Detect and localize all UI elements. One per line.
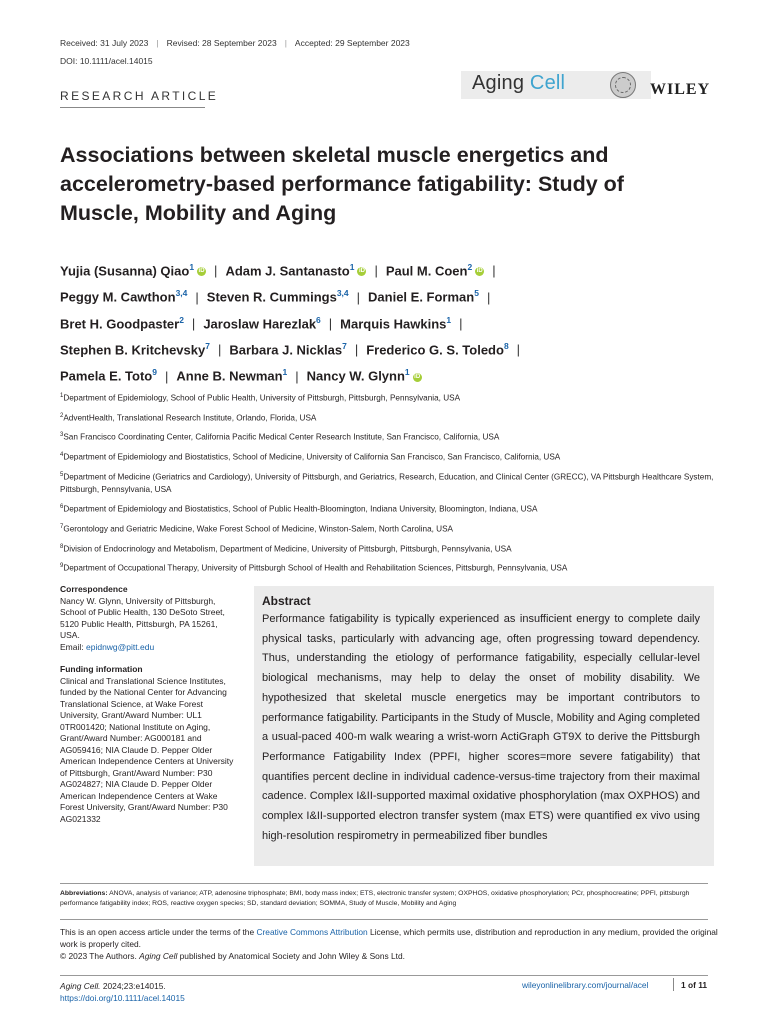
author-affiliation-ref: 2 bbox=[179, 314, 184, 325]
abstract-heading: Abstract bbox=[262, 594, 311, 608]
copyright-pre: © 2023 The Authors. bbox=[60, 951, 137, 961]
author-separator: | bbox=[516, 342, 521, 358]
journal-logo-cell: Cell bbox=[529, 72, 566, 94]
article-type-rule bbox=[60, 107, 205, 108]
author-name: Marquis Hawkins bbox=[340, 315, 447, 331]
footer-site-link[interactable]: wileyonlinelibrary.com/journal/acel bbox=[522, 980, 649, 990]
abbreviations-text: ANOVA, analysis of variance; ATP, adenosine triphosphate; BMI, body mass index; ETS, electronic transfer system; OXPHOS, oxidative phosphorylation; PCr, phosphocreatine; PPFI, pittsburgh performance fatigability index; ROS, reactive oxygen species; SD, standard deviation; SOMMA, Study of Muscle, Mobility and Aging bbox=[60, 890, 690, 907]
author-name: Pamela E. Toto bbox=[60, 368, 153, 384]
affiliation-text: San Francisco Coordinating Center, California Pacific Medical Center Research Institute, San Francisco, California, USA bbox=[63, 433, 500, 443]
author-separator: | bbox=[214, 263, 218, 279]
abbreviations bbox=[60, 889, 708, 909]
author-separator: | bbox=[459, 315, 463, 331]
author-name: Frederico G. S. Toledo bbox=[366, 342, 504, 358]
society-seal-inner bbox=[615, 77, 631, 93]
received-date: Received: 31 July 2023 bbox=[60, 38, 149, 48]
affiliation bbox=[60, 449, 720, 464]
spacer bbox=[60, 653, 235, 664]
affiliation bbox=[60, 429, 720, 444]
author-separator: | bbox=[486, 289, 491, 305]
journal-logo bbox=[472, 72, 565, 95]
license-post: License, which permits use, distribution and reproduction in any medium, provided the original work is properly cited. bbox=[60, 927, 718, 949]
orcid-icon[interactable]: iD bbox=[476, 268, 483, 275]
affiliation-number: 9 bbox=[60, 563, 64, 570]
author-separator: | bbox=[328, 315, 333, 331]
author-line bbox=[60, 361, 700, 387]
orcid-icon[interactable]: iD bbox=[414, 373, 421, 380]
author-name: Anne B. Newman bbox=[176, 368, 283, 384]
affiliation-number: 4 bbox=[60, 452, 64, 459]
copyright-post: published by Anatomical Society and John Wiley & Sons Ltd. bbox=[179, 951, 405, 961]
author-separator: | bbox=[191, 315, 196, 331]
affiliation-text: Department of Medicine (Geriatrics and Cardiology), University of Pittsburgh, and Geriatrics, Research, Education, and Clinical Center (GRECC), VA Pittsburgh Healthcare System, Pittsburgh, Pennsylvania, USA bbox=[60, 472, 714, 495]
correspondence-heading: Correspondence bbox=[60, 584, 128, 594]
email-link[interactable]: epidnwg@pitt.edu bbox=[86, 641, 155, 652]
article-dates bbox=[60, 38, 410, 48]
author-name: Stephen B. Kritchevsky bbox=[60, 342, 206, 358]
affiliation-list bbox=[60, 390, 720, 580]
author-affiliation-ref: 1 bbox=[189, 262, 195, 272]
copyright-journal: Aging Cell bbox=[139, 951, 178, 961]
divider bbox=[60, 883, 708, 884]
footer-journal: Aging Cell. bbox=[60, 981, 101, 991]
author-affiliation-ref: 8 bbox=[503, 340, 509, 351]
author-affiliation-ref: 1 bbox=[446, 314, 452, 325]
author-affiliation-ref: 7 bbox=[342, 340, 347, 351]
author-line bbox=[60, 256, 700, 282]
affiliation-text: Department of Epidemiology and Biostatistics, School of Public Health-Bloomington, Indiana University, Bloomington, Indiana, USA bbox=[63, 504, 538, 514]
affiliation bbox=[60, 521, 720, 536]
footer-doi-link[interactable]: https://doi.org/10.1111/acel.14015 bbox=[60, 993, 185, 1003]
author-affiliation-ref: 3,4 bbox=[175, 288, 188, 299]
author-name: Adam J. Santanasto bbox=[225, 263, 350, 279]
doi: DOI: 10.1111/acel.14015 bbox=[60, 56, 153, 66]
author-affiliation-ref: 9 bbox=[152, 367, 157, 378]
affiliation-number: 1 bbox=[60, 393, 64, 399]
author-name: Bret H. Goodpaster bbox=[60, 315, 180, 331]
author-affiliation-ref: 7 bbox=[205, 340, 210, 351]
affiliation bbox=[60, 541, 720, 556]
author-affiliation-ref: 2 bbox=[467, 262, 473, 272]
affiliation-number: 6 bbox=[60, 504, 64, 511]
author-name: Nancy W. Glynn bbox=[306, 368, 405, 384]
footer-citation bbox=[60, 980, 185, 1004]
revised-date: Revised: 28 September 2023 bbox=[166, 38, 277, 48]
funding-text: Clinical and Translational Science Institutes, funded by the National Center for Advancing Translational Science, at Wake Forest University, Grant/Award Number: UL1 0TR001420; National Institute on Aging, Grant/Award Number: AG000181 and AG059416; NIA Claude D. Pepper Older American Independence Centers at University of Pittsburgh, Grant/Award Number: P30 AG024827; NIA Claude D. Pepper Older American Independence Centers at Wake Forest University, Grant/Award Number: P30 AG021332 bbox=[60, 675, 234, 824]
author-separator: | bbox=[164, 368, 169, 384]
affiliation-text: Department of Epidemiology and Biostatistics, School of Medicine, University of California San Francisco, San Francisco, California, USA bbox=[63, 452, 561, 462]
author-name: Jaroslaw Harezlak bbox=[203, 315, 317, 331]
author-line bbox=[60, 282, 700, 308]
affiliation bbox=[60, 410, 720, 425]
affiliation-text: Department of Epidemiology, School of Public Health, University of Pittsburgh, Pittsburgh, Pennsylvania, USA bbox=[63, 393, 461, 403]
affiliation-number: 2 bbox=[60, 412, 64, 419]
author-separator: | bbox=[195, 289, 199, 305]
author-separator: | bbox=[356, 289, 361, 305]
divider bbox=[60, 919, 708, 920]
author-separator: | bbox=[217, 342, 222, 358]
affiliation bbox=[60, 501, 720, 516]
date-separator: | bbox=[284, 38, 287, 48]
divider bbox=[60, 975, 708, 976]
author-name: Peggy M. Cawthon bbox=[60, 289, 176, 305]
sidebar bbox=[60, 584, 235, 825]
date-separator: | bbox=[156, 38, 159, 48]
abbreviations-label: Abbreviations: bbox=[60, 890, 108, 897]
affiliation-number: 7 bbox=[60, 523, 64, 530]
orcid-icon[interactable]: iD bbox=[358, 268, 365, 275]
license-pre: This is an open access article under the terms of the bbox=[60, 927, 255, 937]
author-separator: | bbox=[295, 368, 299, 384]
author-affiliation-ref: 6 bbox=[316, 314, 321, 325]
email-label: Email: bbox=[60, 641, 84, 652]
affiliation-number: 5 bbox=[60, 471, 64, 478]
affiliation bbox=[60, 469, 720, 497]
affiliation-text: AdventHealth, Translational Research Institute, Orlando, Florida, USA bbox=[63, 413, 317, 423]
abstract-text: Performance fatigability is typically experienced as insufficient energy to complete daily physical tasks, particularly with advancing age, often progressing toward dependency. Thus, understanding the etiology of performance fatigability, especially cellular-level biological mechanisms, may help to delay the onset of mobility disability. We hypothesized that skeletal muscle energetics may be important contributors to performance fatigability. Participants in the Study of Muscle, Mobility and Aging completed a usual-paced 400-m walk wearing a wrist-worn ActiGraph GT9X to derive the Pittsburgh Performance Fatigability Index (PPFI, higher scores=more severe fatigability) that quantifies percent decline in individual cadence-versus-time trajectory from their maximal cadence. Complex I&II-supported maximal oxidative phosphorylation (max OXPHOS) and complex I&II-supported electron transfer system (max ETS) were quantified ex vivo using high-resolution respirometry in permeabilized fiber bundles bbox=[262, 613, 700, 842]
license-link[interactable]: Creative Commons Attribution bbox=[256, 927, 368, 937]
correspondence-text: Nancy W. Glynn, University of Pittsburgh, School of Public Health, 130 DeSoto Street, 5120 Public Health, Pittsburgh, PA 15261, USA. bbox=[60, 595, 225, 640]
funding-heading: Funding information bbox=[60, 664, 143, 674]
author-affiliation-ref: 3,4 bbox=[336, 288, 349, 299]
affiliation-text: Gerontology and Geriatric Medicine, Wake Forest School of Medicine, Winston-Salem, North Carolina, USA bbox=[63, 524, 454, 534]
author-name: Steven R. Cummings bbox=[206, 289, 337, 305]
accepted-date: Accepted: 29 September 2023 bbox=[294, 38, 410, 48]
publisher-logo: WILEY bbox=[650, 81, 711, 98]
affiliation-text: Department of Occupational Therapy, University of Pittsburgh School of Health and Rehabilitation Sciences, Pittsburgh, Pennsylvania, USA bbox=[63, 564, 568, 574]
affiliation-number: 3 bbox=[60, 432, 64, 439]
footer-citation-text: 2024;23:e14015. bbox=[102, 981, 166, 991]
author-separator: | bbox=[492, 263, 496, 279]
author-name: Barbara J. Nicklas bbox=[229, 342, 343, 358]
license-notice bbox=[60, 926, 720, 962]
correspondence-email-line bbox=[60, 642, 235, 654]
affiliation bbox=[60, 390, 720, 405]
author-separator: | bbox=[354, 342, 359, 358]
author-name: Paul M. Coen bbox=[385, 263, 468, 279]
footer-separator bbox=[673, 978, 674, 991]
author-list bbox=[60, 256, 700, 388]
author-affiliation-ref: 1 bbox=[282, 367, 288, 378]
article-title: Associations between skeletal muscle energetics and accelerometry-based performance fatigability: Study of Muscle, Mobility and Aging bbox=[60, 143, 624, 225]
author-name: Daniel E. Forman bbox=[368, 289, 475, 305]
page-number: 1 of 11 bbox=[681, 980, 708, 990]
orcid-icon[interactable]: iD bbox=[198, 268, 205, 275]
author-line bbox=[60, 309, 700, 335]
affiliation-text: Division of Endocrinology and Metabolism, Department of Medicine, University of Pittsburgh, Pittsburgh, Pennsylvania, USA bbox=[63, 544, 512, 554]
journal-logo-aging: Aging bbox=[472, 72, 525, 94]
author-affiliation-ref: 1 bbox=[349, 262, 355, 272]
article-type: RESEARCH ARTICLE bbox=[60, 89, 219, 103]
author-name: Yujia (Susanna) Qiao bbox=[60, 263, 190, 279]
author-affiliation-ref: 1 bbox=[404, 367, 410, 378]
author-separator: | bbox=[374, 263, 378, 279]
author-affiliation-ref: 5 bbox=[474, 288, 479, 299]
affiliation bbox=[60, 560, 720, 575]
affiliation-number: 8 bbox=[60, 543, 64, 550]
author-line bbox=[60, 335, 700, 361]
